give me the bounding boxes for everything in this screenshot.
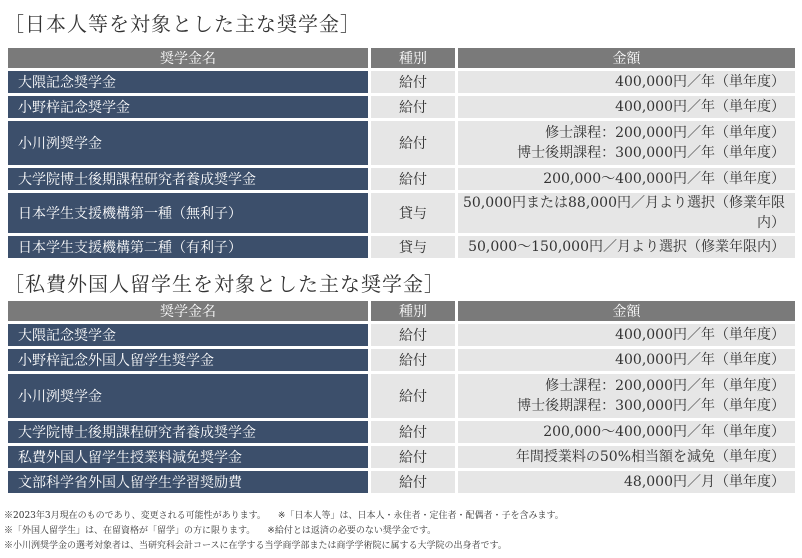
section2-table: [5, 298, 798, 496]
scholarship-name: 小野梓記念外国人留学生奨学金: [8, 349, 368, 371]
scholarship-amount: [458, 446, 795, 468]
scholarship-kind: 給付: [371, 121, 455, 165]
section1-title: ［日本人等を対象とした主な奨学金］: [4, 12, 361, 36]
scholarship-amount: [458, 421, 795, 443]
amount-line: 年間授業料の50%相当額を減免（単年度）: [515, 449, 785, 465]
amount-line: 400,000円／年（単年度）: [615, 327, 785, 343]
scholarship-kind: 給付: [371, 168, 455, 190]
footnote-line: [4, 509, 564, 524]
scholarship-name: 大学院博士後期課程研究者養成奨学金: [8, 168, 368, 190]
scholarship-kind: 給付: [371, 96, 455, 118]
scholarship-name: 日本学生支援機構第二種（有利子）: [8, 236, 368, 258]
table-row: [8, 446, 795, 468]
table-row: [8, 421, 795, 443]
scholarship-kind: 貸与: [371, 236, 455, 258]
scholarship-amount: [458, 471, 795, 493]
scholarship-amount: [458, 236, 795, 258]
table-header-row: [8, 301, 795, 321]
scholarship-kind: 給付: [371, 349, 455, 371]
table-row: [8, 324, 795, 346]
scholarship-name: 小野梓記念奨学金: [8, 96, 368, 118]
amount-line: 400,000円／年（単年度）: [615, 352, 785, 368]
scholarship-kind: 給付: [371, 421, 455, 443]
amount-line: 修士課程：200,000円／年（単年度）: [545, 125, 785, 141]
table-row: [8, 168, 795, 190]
table-row: [8, 236, 795, 258]
footnotes: [4, 509, 564, 554]
table-row: [8, 471, 795, 493]
header-kind: 種別: [371, 301, 455, 321]
table-row: [8, 71, 795, 93]
amount-line: 48,000円／月（単年度）: [624, 474, 785, 490]
footnote-text: ※2023年3月現在のものであり、変更される可能性があります。: [4, 511, 266, 521]
footnote-text: ※「日本人等」は、日本人・永住者・定住者・配偶者・子を含みます。: [277, 511, 564, 521]
footnote-text: ※給付とは返済の必要のない奨学金です。: [267, 526, 437, 536]
scholarship-amount: [458, 71, 795, 93]
amount-line: 修士課程：200,000円／年（単年度）: [545, 378, 785, 394]
scholarship-kind: 給付: [371, 446, 455, 468]
footnote-line: [4, 539, 564, 554]
scholarship-name: 私費外国人留学生授業料減免奨学金: [8, 446, 368, 468]
table-row: [8, 121, 795, 165]
scholarship-kind: 給付: [371, 471, 455, 493]
table-row: [8, 96, 795, 118]
amount-line: 50,000～150,000円／月より選択（修業年限内）: [468, 239, 785, 255]
amount-line: 400,000円／年（単年度）: [615, 74, 785, 90]
scholarship-name: 大隈記念奨学金: [8, 324, 368, 346]
footnote-text: ※「外国人留学生」は、在留資格が「留学」の方に限ります。: [4, 526, 256, 536]
amount-line: 50,000円または88,000円／月より選択（修業年限内）: [463, 195, 785, 231]
scholarship-name: 大隈記念奨学金: [8, 71, 368, 93]
footnote-text: ※小川洌奨学金の選考対象者は、当研究科会計コースに在学する当学商学部または商学学術院に属する大学院の出身者です。: [4, 541, 507, 551]
header-amount: 金額: [458, 48, 795, 68]
section1-rows: [8, 71, 795, 258]
scholarship-name: 小川洌奨学金: [8, 374, 368, 418]
scholarship-name: 大学院博士後期課程研究者養成奨学金: [8, 421, 368, 443]
scholarship-kind: 貸与: [371, 193, 455, 233]
table-header-row: [8, 48, 795, 68]
scholarship-amount: [458, 168, 795, 190]
scholarship-amount: [458, 324, 795, 346]
table-row: [8, 374, 795, 418]
scholarship-name: 日本学生支援機構第一種（無利子）: [8, 193, 368, 233]
scholarship-amount: [458, 121, 795, 165]
amount-line: 200,000～400,000円／年（単年度）: [543, 171, 785, 187]
scholarship-kind: 給付: [371, 324, 455, 346]
header-amount: 金額: [458, 301, 795, 321]
scholarship-name: 文部科学省外国人留学生学習奨励費: [8, 471, 368, 493]
scholarship-kind: 給付: [371, 374, 455, 418]
table-row: [8, 193, 795, 233]
section2-rows: [8, 324, 795, 493]
amount-line: 博士後期課程：300,000円／年（単年度）: [517, 398, 785, 414]
header-kind: 種別: [371, 48, 455, 68]
amount-line: 200,000～400,000円／年（単年度）: [543, 424, 785, 440]
section1-table: [5, 45, 798, 261]
section2-title: ［私費外国人留学生を対象とした主な奨学金］: [4, 272, 445, 296]
amount-line: 400,000円／年（単年度）: [615, 99, 785, 115]
amount-line: 博士後期課程：300,000円／年（単年度）: [517, 145, 785, 161]
scholarship-kind: 給付: [371, 71, 455, 93]
scholarship-name: 小川洌奨学金: [8, 121, 368, 165]
scholarship-amount: [458, 193, 795, 233]
scholarship-amount: [458, 374, 795, 418]
header-name: 奨学金名: [8, 48, 368, 68]
footnote-line: [4, 524, 564, 539]
scholarship-amount: [458, 349, 795, 371]
header-name: 奨学金名: [8, 301, 368, 321]
scholarship-amount: [458, 96, 795, 118]
table-row: [8, 349, 795, 371]
